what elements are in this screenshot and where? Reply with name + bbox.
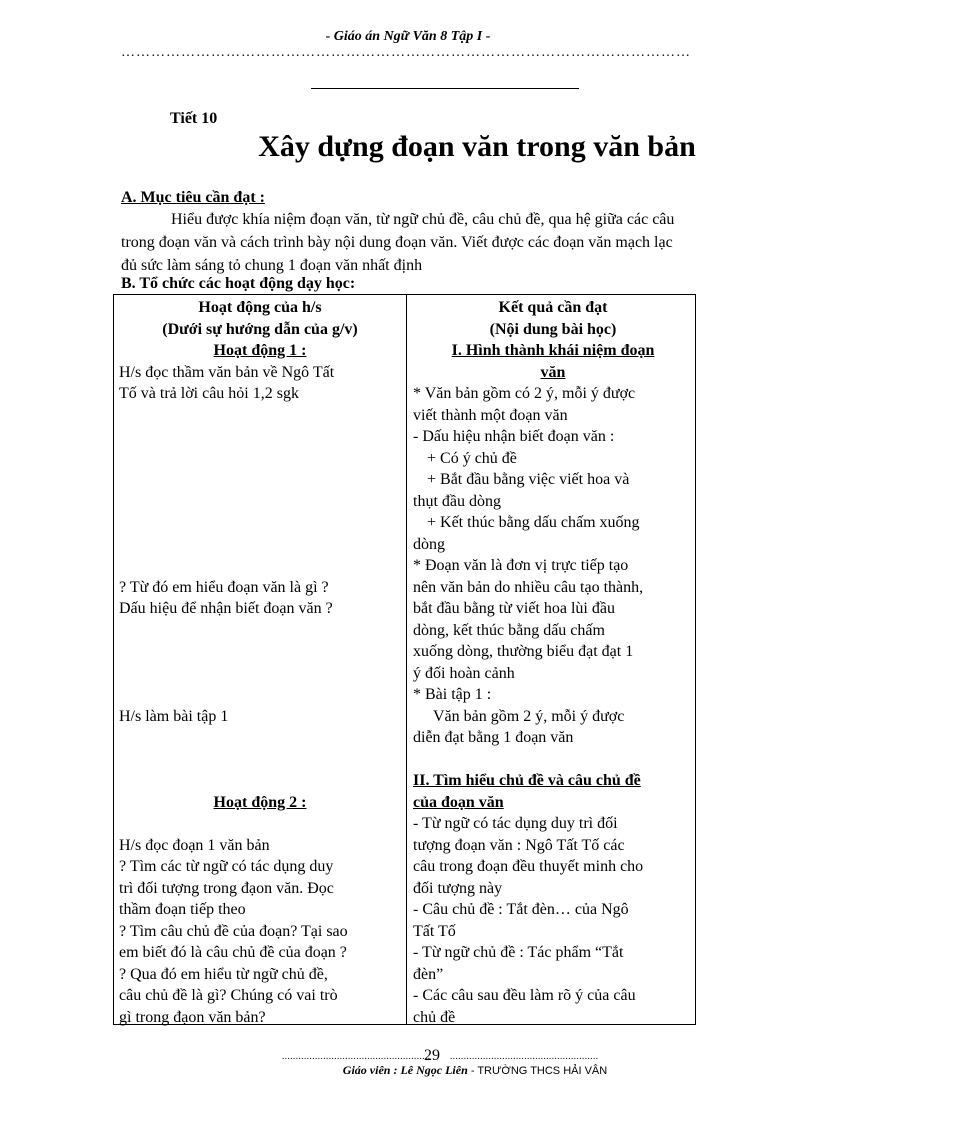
section-a-line: trong đoạn văn và cách trình bày nội dung đoạn văn. Viết được các đoạn văn mạch lạc — [121, 234, 673, 251]
lesson-title: Xây dựng đoạn văn trong văn bản — [258, 130, 696, 163]
content-line: Tất Tố — [413, 922, 456, 940]
section-a-paragraph — [121, 208, 785, 277]
section-1-title: I. Hình thành khái niệm đoạn — [451, 342, 655, 359]
content-line: - Các câu sau đều làm rõ ý của câu — [413, 987, 636, 1004]
content-line: * Đoạn văn là đơn vị trực tiếp tạo — [413, 557, 629, 574]
page-header-title: - Giáo án Ngữ Văn 8 Tập I - — [325, 29, 491, 44]
page-number: 29 — [424, 1047, 440, 1064]
content-line: dòng, kết thúc bằng dấu chấm — [413, 621, 605, 639]
footer-dots-right: ...................................................... — [450, 1051, 599, 1061]
question-paragraph: Dấu hiệu để nhận biết đoạn văn ? — [119, 600, 333, 617]
content-line: - Từ ngữ có tác dụng duy trì đối — [413, 815, 618, 832]
header-dotted-line: …………………………………………………………………………………………………… — [121, 45, 691, 60]
activity-2-task: câu chủ đề là gì? Chúng có vai trò — [119, 987, 338, 1004]
footer-teacher-line — [0, 1063, 950, 1078]
student-activity-column — [119, 297, 401, 1028]
content-line: diễn đạt bằng 1 đoạn văn — [413, 729, 574, 746]
content-line: * Văn bản gồm có 2 ý, mỗi ý được — [413, 385, 636, 402]
content-line: thụt đầu dòng — [413, 492, 501, 510]
section-b-heading: B. Tổ chức các hoạt động dạy học: — [121, 275, 356, 292]
activity-2-task: thầm đoạn tiếp theo — [119, 901, 246, 918]
activity-2-heading: Hoạt động 2 : — [213, 793, 307, 811]
lesson-content-column — [413, 297, 693, 1028]
left-header-title: Hoạt động của h/s — [198, 299, 322, 316]
content-line: + Kết thúc bằng dấu chấm xuống — [427, 514, 640, 531]
content-line: ý đối hoàn cảnh — [413, 664, 515, 682]
activity-2-task: ? Qua đó em hiểu từ ngữ chủ đề, — [119, 965, 328, 983]
section-a-line: Hiểu được khía niệm đoạn văn, từ ngữ chủ đề, câu chủ đề, qua hệ giữa các câu — [171, 211, 675, 228]
content-line: - Từ ngữ chủ đề : Tác phẩm “Tắt — [413, 944, 624, 961]
activity-2-task: ? Tìm các từ ngữ có tác dụng duy — [119, 858, 334, 875]
header-divider — [311, 88, 579, 89]
content-line: + Bắt đầu bằng việc viết hoa và — [427, 471, 630, 488]
content-line: viết thành một đoạn văn — [413, 406, 568, 424]
activity-1-task: H/s đọc thầm văn bản về Ngô Tất — [119, 363, 335, 381]
section-1-title-cont: văn — [540, 363, 566, 381]
content-line: chủ đề — [413, 1008, 456, 1026]
right-header-title: Kết quả cần đạt — [498, 299, 608, 316]
question-paragraph: ? Từ đó em hiểu đoạn văn là gì ? — [119, 578, 329, 596]
exercise-1-task: H/s làm bài tập 1 — [119, 707, 229, 725]
activity-2-task: ? Tìm câu chủ đề của đoạn? Tại sao — [119, 922, 348, 940]
section-a-line: đủ sức làm sáng tỏ chung 1 đoạn văn nhất định — [121, 257, 423, 274]
section-2-title: II. Tìm hiểu chủ đề và câu chủ đề — [413, 772, 641, 789]
activity-2-task: H/s đọc đoạn 1 văn bản — [119, 836, 270, 854]
left-header-subtitle: (Dưới sự hướng dẫn của g/v) — [162, 320, 358, 338]
content-line: + Có ý chủ đề — [427, 449, 517, 467]
content-line: tượng đoạn văn : Ngô Tất Tố các — [413, 836, 625, 854]
activity-1-heading: Hoạt động 1 : — [213, 342, 307, 359]
content-line: bắt đầu bằng từ viết hoa lùi đầu — [413, 600, 615, 617]
content-line: xuống dòng, thường biểu đạt đạt 1 — [413, 643, 634, 660]
content-line: - Dấu hiệu nhận biết đoạn văn : — [413, 428, 615, 445]
content-line: Văn bản gồm 2 ý, mỗi ý được — [433, 707, 625, 725]
lesson-number: Tiết 10 — [170, 110, 218, 127]
section-2-title-cont: của đoạn văn — [413, 793, 504, 811]
content-line: đèn” — [413, 965, 444, 983]
content-line: - Câu chủ đề : Tắt đèn… của Ngô — [413, 901, 629, 918]
section-a-heading: A. Mục tiêu cần đạt : — [121, 189, 265, 206]
activity-2-task: gì trong đạon văn bản? — [119, 1008, 266, 1026]
activity-2-task: trì đối tượng trong đạon văn. Đọc — [119, 879, 334, 897]
content-line: câu trong đoạn đều thuyết minh cho — [413, 858, 644, 875]
right-header-subtitle: (Nội dung bài học) — [489, 320, 617, 338]
teacher-name: Giáo viên : Lê Ngọc Liên — [342, 1063, 468, 1077]
table-column-divider — [406, 295, 407, 1024]
content-line: nên văn bản do nhiều câu tạo thành, — [413, 578, 644, 596]
activity-1-task: Tố và trả lời câu hỏi 1,2 sgk — [119, 385, 299, 402]
content-line: dòng — [413, 535, 445, 553]
school-name: - TRƯỜNG THCS HẢI VÂN — [467, 1065, 608, 1077]
footer-dots-left: ...................................................... — [282, 1051, 431, 1061]
activity-2-task: em biết đó là câu chủ đề của đoạn ? — [119, 944, 347, 961]
content-line: đối tượng này — [413, 879, 503, 897]
content-line: * Bài tập 1 : — [413, 686, 492, 703]
activity-table — [113, 294, 696, 1025]
